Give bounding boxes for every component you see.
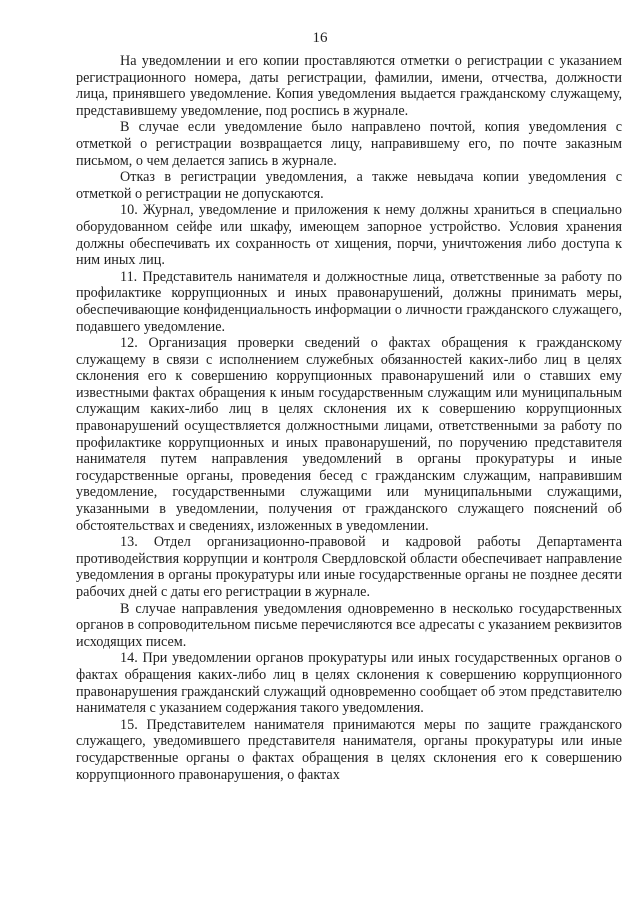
paragraph-refusal: Отказ в регистрации уведомления, а также невыдача копии уведомления с отметкой о регистрации не допускаются. [76, 169, 622, 202]
paragraph-registration-marks: На уведомлении и его копии проставляются отметки о регистрации с указанием регистрационного номера, даты регистрации, фамилии, имени, отчества, должности лица, принявшего уведомление. Копия уведомления выдается гражданскому служащему, представившему уведомление, под роспись в журнале. [76, 53, 622, 119]
paragraph-15-protection: 15. Представителем нанимателя принимаются меры по защите гражданского служащего, уведомившего представителя нанимателя, органы прокуратуры или иные государственные органы о фактах обращения в целях склонения его к совершению коррупционного правонарушения, о фактах [76, 716, 622, 783]
paragraph-10-storage: 10. Журнал, уведомление и приложения к нему должны храниться в специально оборудованном сейфе или шкафу, имеющем запорное устройство. Условия хранения должны обеспечивать их сохранность от хищения, порчи, уничтожения либо доступа к ним иных лиц. [76, 202, 622, 269]
document-body [76, 53, 622, 783]
page-number: 16 [312, 30, 328, 46]
paragraph-13-department: 13. Отдел организационно-правовой и кадровой работы Департамента противодействия коррупции и контроля Свердловской области обеспечивает направление уведомления в органы прокуратуры или иные государственные органы не позднее десяти рабочих дней с даты его регистрации в журнале. [76, 534, 622, 600]
paragraph-14-prosecution: 14. При уведомлении органов прокуратуры или иных государственных органов о фактах обращения каких-либо лиц в целях склонения к совершению коррупционного правонарушения гражданский служащий одновременно сообщает об этом представителю нанимателя с указанием содержания такого уведомления. [76, 650, 622, 717]
paragraph-multiple-recipients: В случае направления уведомления одновременно в несколько государственных органов в сопроводительном письме перечисляются все адресаты с указанием реквизитов исходящих писем. [76, 600, 622, 650]
paragraph-11-confidentiality: 11. Представитель нанимателя и должностные лица, ответственные за работу по профилактике коррупционных и иных правонарушений, должны принимать меры, обеспечивающие конфиденциальность информации о личности гражданского служащего, подавшего уведомление. [76, 268, 622, 335]
paragraph-postal-notice: В случае если уведомление было направлено почтой, копия уведомления с отметкой о регистрации возвращается лицу, направившему его, по почте заказным письмом, о чем делается запись в журнале. [76, 119, 622, 169]
paragraph-12-verification: 12. Организация проверки сведений о фактах обращения к гражданскому служащему в связи с исполнением служебных обязанностей каких-либо лиц в целях склонения его к совершению коррупционных правонарушений или о ставших ему известными фактах обращения к иным государственным служащим или муниципальным служащим каких-либо лиц в целях склонения их к совершению коррупционных правонарушений осуществляется должностными лицами, ответственными за работу по профилактике коррупционных и иных правонарушений, по поручению представителя нанимателя путем направления уведомлений в органы прокуратуры и иные государственные органы, проведения бесед с гражданским служащим, направившим уведомление, государственными служащими или муниципальными служащими, указанными в уведомлении, получения от гражданского служащего пояснений об обстоятельствах и сведениях, изложенных в уведомлении. [76, 335, 622, 534]
